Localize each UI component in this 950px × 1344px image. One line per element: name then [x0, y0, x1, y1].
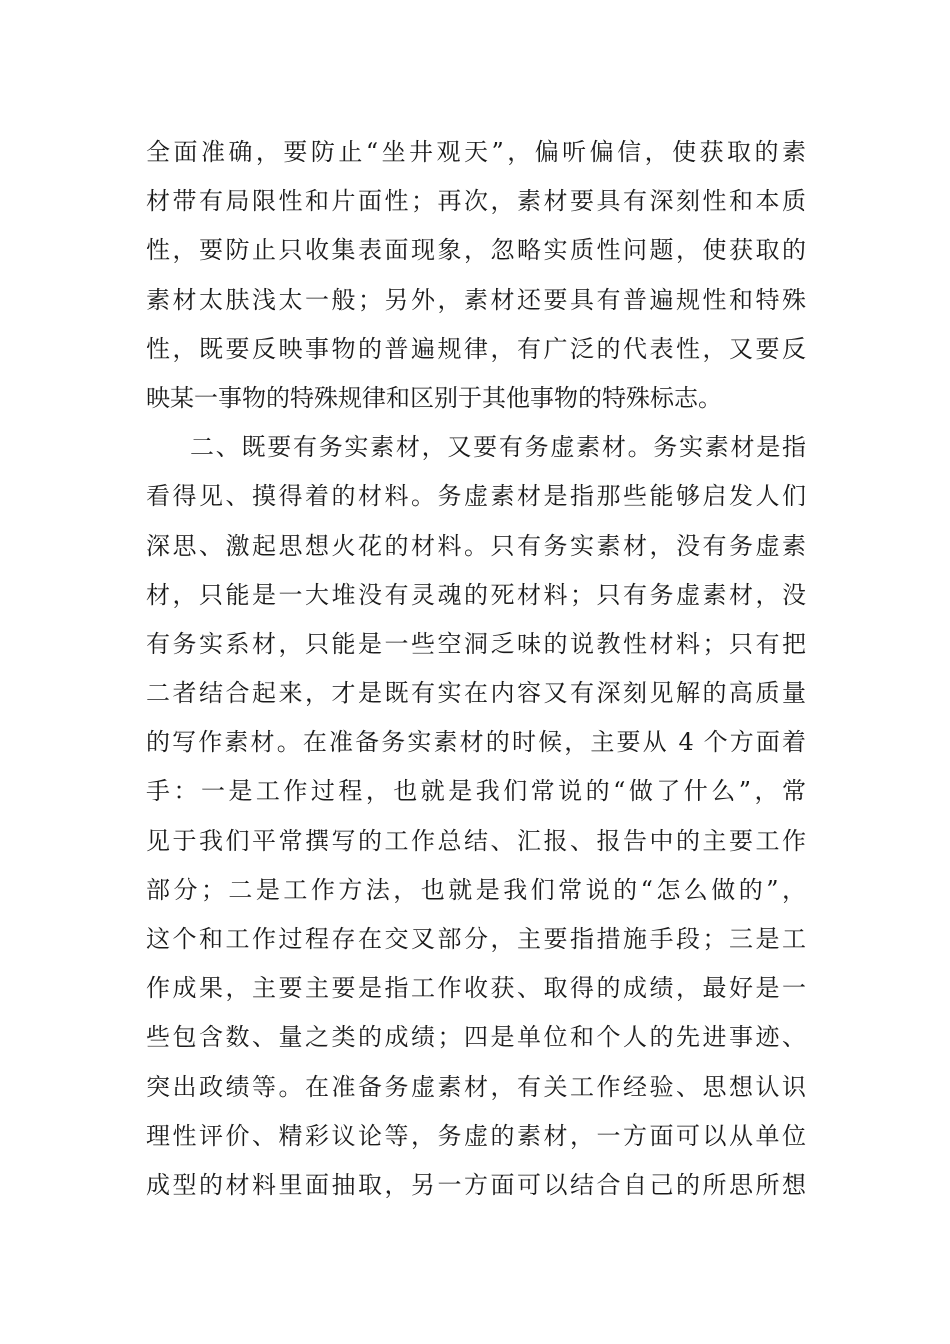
text-line: 性，要防止只收集表面现象，忽略实质性问题，使获取的: [146, 236, 806, 265]
text-line: 二、既要有务实素材，又要有务虚素材。务实素材是指: [190, 433, 806, 462]
text-line: 些包含数、量之类的成绩；四是单位和个人的先进事迹、: [146, 1023, 806, 1052]
text-line: 的写作素材。在准备务实素材的时候，主要从 4 个方面着: [146, 728, 806, 757]
text-line: 这个和工作过程存在交叉部分，主要指措施手段；三是工: [146, 925, 806, 953]
text-line: 全面准确，要防止“坐井观天”，偏听偏信，使获取的素: [146, 138, 806, 166]
paragraph-2: [146, 423, 806, 1210]
text-line: 二者结合起来，才是既有实在内容又有深刻见解的高质量: [146, 679, 806, 708]
text-line: 作成果，主要主要是指工作收获、取得的成绩，最好是一: [146, 974, 806, 1003]
paragraph-1: [146, 128, 806, 423]
text-line: 性，既要反映事物的普遍规律，有广泛的代表性，又要反: [146, 334, 806, 363]
text-line: 材带有局限性和片面性；再次，素材要具有深刻性和本质: [146, 187, 806, 216]
text-line: 深思、激起思想火花的材料。只有务实素材，没有务虚素: [146, 531, 806, 560]
text-line: 手：一是工作过程，也就是我们常说的“做了什么”，常: [146, 777, 806, 806]
text-line: 素材太肤浅太一般；另外，素材还要具有普遍规性和特殊: [146, 285, 806, 314]
text-line: 见于我们平常撰写的工作总结、汇报、报告中的主要工作: [146, 826, 806, 855]
text-line: 看得见、摸得着的材料。务虚素材是指那些能够启发人们: [146, 482, 806, 511]
text-line: 成型的材料里面抽取，另一方面可以结合自己的所思所想: [146, 1170, 806, 1199]
text-line: 突出政绩等。在准备务虚素材，有关工作经验、思想认识: [146, 1072, 806, 1101]
text-line: 部分；二是工作方法，也就是我们常说的“怎么做的”，: [146, 875, 806, 904]
body-text: [146, 128, 806, 1210]
text-line: 有务实系材，只能是一些空洞乏味的说教性材料；只有把: [146, 629, 806, 658]
text-line: 理性评价、精彩议论等，务虚的素材，一方面可以从单位: [146, 1121, 806, 1150]
text-line: 映某一事物的特殊规律和区别于其他事物的特殊标志。: [146, 383, 722, 412]
text-line: 材，只能是一大堆没有灵魂的死材料；只有务虚素材，没: [146, 580, 806, 609]
